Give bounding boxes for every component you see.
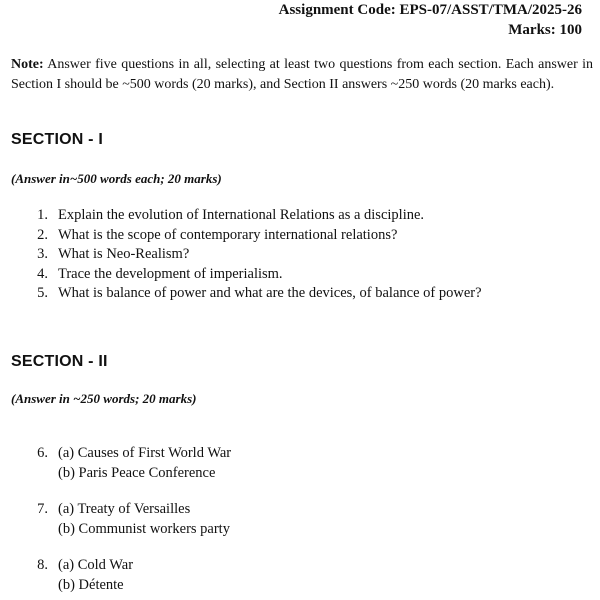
question-part-b — [0, 463, 600, 483]
question-3 — [0, 245, 600, 265]
question-number: 8. — [37, 557, 48, 573]
question-number: 5. — [37, 285, 48, 301]
section-2-title: SECTION - II — [11, 353, 108, 370]
question-number: 2. — [37, 226, 48, 243]
question-number: 7. — [37, 501, 48, 517]
note-paragraph — [11, 55, 593, 95]
question-text: What is Neo-Realism? — [58, 246, 190, 262]
question-7 — [0, 499, 600, 539]
question-4 — [0, 265, 600, 285]
question-text-b: (b) Détente — [58, 577, 124, 593]
note-label: Note: — [11, 57, 44, 72]
question-number: 4. — [37, 265, 48, 282]
question-8 — [0, 555, 600, 595]
question-text: Trace the development of imperialism. — [58, 265, 283, 282]
question-part-a — [0, 555, 600, 575]
question-text-a: (a) Treaty of Versailles — [58, 501, 191, 517]
question-text-a: (a) Causes of First World War — [58, 445, 232, 461]
question-number: 6. — [37, 445, 48, 461]
question-text-a: (a) Cold War — [58, 557, 134, 573]
total-marks: Marks: 100 — [508, 22, 582, 38]
section-1-instruction: (Answer in~500 words each; 20 marks) — [11, 171, 222, 186]
question-1 — [0, 206, 600, 226]
question-number: 1. — [37, 207, 48, 223]
question-number: 3. — [37, 246, 48, 262]
question-text-b: (b) Paris Peace Conference — [58, 465, 216, 481]
section-1-question-list — [0, 206, 600, 304]
question-text: Explain the evolution of International Relations as a discipline. — [58, 207, 425, 223]
assignment-code: Assignment Code: EPS-07/ASST/TMA/2025-26 — [278, 2, 582, 18]
question-2 — [0, 226, 600, 246]
question-text-b: (b) Communist workers party — [58, 521, 230, 537]
note-text: Answer five questions in all, selecting at least two questions from each section. Each answer in Section I should be ~500 words (20 marks), and Section II answers ~250 words (20 marks each). — [11, 57, 593, 92]
question-part-a — [0, 499, 600, 519]
question-part-a — [0, 443, 600, 463]
section-2-instruction: (Answer in ~250 words; 20 marks) — [11, 391, 197, 406]
question-part-b — [0, 575, 600, 595]
question-part-b — [0, 519, 600, 539]
question-6 — [0, 443, 600, 483]
section-1-title: SECTION - I — [11, 131, 103, 148]
question-5 — [0, 284, 600, 304]
question-text: What is the scope of contemporary international relations? — [58, 226, 398, 243]
question-text: What is balance of power and what are the devices, of balance of power? — [58, 285, 482, 301]
